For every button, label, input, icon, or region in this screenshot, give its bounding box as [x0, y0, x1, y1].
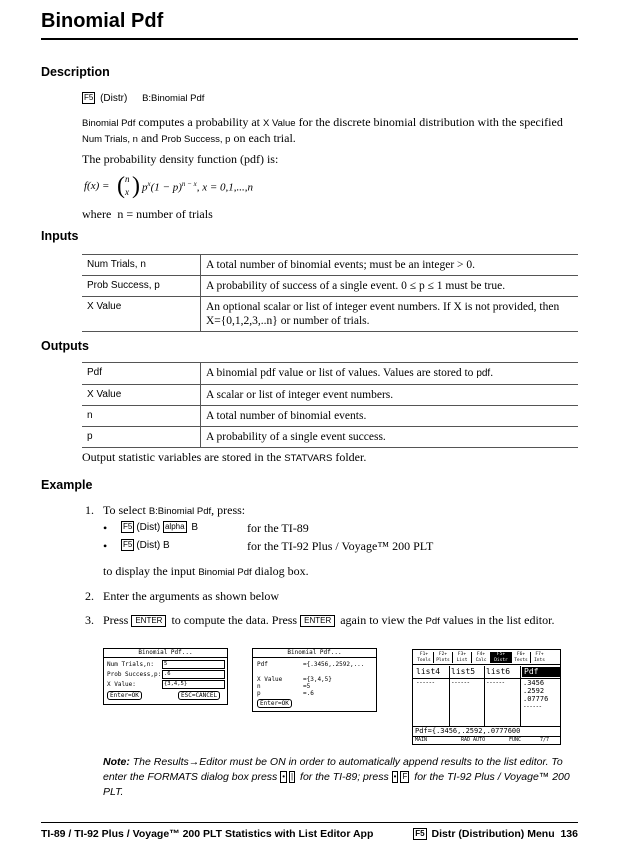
column-list6[interactable]: list6 — [486, 667, 511, 676]
ti89-label: for the TI-89 — [247, 521, 309, 535]
esc-cancel-button[interactable]: ESC=CANCEL — [178, 691, 220, 700]
screen-input-dialog — [103, 648, 228, 705]
enter-ok-button[interactable]: Enter=OK — [257, 699, 292, 708]
screen-results-dialog — [252, 648, 377, 712]
f-key-icon: F — [402, 772, 408, 782]
toolbar-f3-list[interactable]: F3+ List — [453, 652, 472, 663]
x-value-label: X Value — [257, 676, 283, 683]
pdf-formula: f(x) = ( n x ) $p^x(1 - p)^{n - x}$, x = 0,1,...,n — [84, 173, 254, 199]
toolbar-f7-ints[interactable]: F7+ Ints — [534, 652, 545, 663]
inputs-table — [82, 254, 578, 332]
x-value-value: ={3,4,5} — [303, 676, 332, 683]
note-paragraph: Note: The Results→Editor must be ON in order to automatically append results to the list editor. To enter the FORMATS dialog box press • | for the TI-89; press • F for the TI-92 Plus / Voyage™ 200 PLT. — [103, 756, 570, 798]
outputs-heading: Outputs — [41, 339, 89, 353]
ti92-label: for the TI-92 Plus / Voyage™ 200 PLT — [247, 539, 434, 553]
x-value-input[interactable]: {3,4,5} — [162, 680, 225, 689]
alpha-key-icon: alpha — [164, 522, 185, 532]
footer-left: TI-89 / TI-92 Plus / Voyage™ 200 PLT Statistics with List Editor App — [41, 828, 374, 840]
column-list5[interactable]: list5 — [451, 667, 476, 676]
num-trials-input[interactable]: 5 — [162, 660, 225, 669]
table-row: n A total number of binomial events. — [82, 406, 578, 427]
table-row: Pdf A binomial pdf value or list of values. Values are stored to pdf. — [82, 363, 578, 385]
toolbar-divider — [413, 664, 560, 665]
outputs-table — [82, 362, 578, 448]
step-1-after: to display the input Binomial Pdf dialog box. — [103, 564, 309, 578]
menu-name: (Distr) — [100, 93, 128, 104]
prob-success-label: Prob Success,p: — [107, 671, 162, 678]
step-1-number: 1. — [85, 503, 94, 517]
n-value: =5 — [303, 683, 311, 690]
where-line: where n = number of trials — [82, 207, 213, 221]
toolbar-f6-tests[interactable]: F6+ Tests — [512, 652, 531, 663]
status-main: MAIN — [415, 737, 428, 743]
diamond-key-icon: • — [282, 772, 286, 782]
step-3-number: 3. — [85, 613, 94, 627]
f5-key-icon: F5 — [415, 829, 425, 839]
table-row: Num Trials, n A total number of binomial events; must be an integer > 0. — [82, 255, 578, 276]
p-label: p — [257, 690, 261, 697]
example-heading: Example — [41, 478, 93, 492]
step-2-number: 2. — [85, 589, 94, 603]
footer-divider — [41, 822, 578, 823]
pdf-value: ={.3456,.2592,... — [303, 661, 365, 668]
enter-key-icon: ENTER — [131, 615, 166, 627]
footer — [41, 828, 578, 840]
dialog-title: Binomial Pdf... — [253, 649, 376, 658]
page-title: Binomial Pdf — [41, 10, 164, 32]
list-item[interactable]: .2592 — [523, 687, 545, 695]
step-2-text: Enter the arguments as shown below — [103, 589, 280, 603]
table-row: X Value A scalar or list of integer event numbers. — [82, 385, 578, 406]
inputs-heading: Inputs — [41, 229, 79, 243]
p-value: =.6 — [303, 690, 314, 697]
binomial-pdf-dialog — [103, 648, 228, 705]
toolbar-f5-distr[interactable]: F5+ Distr — [491, 652, 512, 663]
menu-path — [82, 91, 582, 106]
status-count: 7/7 — [540, 737, 550, 743]
n-label: n — [257, 683, 261, 690]
bar-key-icon: | — [291, 772, 294, 782]
x-value-label: X Value: — [107, 681, 136, 688]
f5-key-icon: F5 — [123, 522, 133, 532]
list-item[interactable]: .07776 — [523, 695, 549, 703]
status-mode: RAD AUTO — [461, 737, 486, 743]
num-trials-label: Num Trials,n: — [107, 661, 154, 668]
status-func: FUNC — [509, 737, 522, 743]
column-list4[interactable]: list4 — [416, 667, 441, 676]
pdf-label: Pdf — [257, 661, 268, 668]
pdf-intro: The probability density function (pdf) is: — [82, 152, 279, 166]
description-paragraph: Binomial Pdf computes a probability at X Value for the discrete binomial distribution with the specified Num Trials, n and Prob Success, p on each trial. — [82, 115, 563, 145]
keys-ti92: F5 (Dist) B — [123, 540, 170, 551]
f5-key-icon: F5 — [123, 540, 133, 550]
bullet-dot: • — [103, 521, 108, 535]
pdf-values: .3456 .2592 .07776 ------ — [523, 679, 549, 710]
footer-right: F5 Distr (Distribution) Menu 136 — [415, 828, 578, 840]
step-1-text: To select B:Binomial Pdf, press: — [103, 503, 246, 517]
entry-line[interactable]: Pdf={.3456,.2592,.0777600 — [415, 727, 521, 735]
bullet-dot: • — [103, 539, 108, 553]
f5-key-icon: F5 — [84, 93, 94, 103]
step-3-text: Press ENTER to compute the data. Press ENTER again to view the Pdf values in the list editor. — [103, 613, 555, 627]
keys-ti89: F5 (Dist) alpha B — [123, 522, 198, 533]
diamond-key-icon: • — [393, 772, 397, 782]
enter-key-icon: ENTER — [300, 615, 335, 627]
table-row: Prob Success, p A probability of success of a single event. 0 ≤ p ≤ 1 must be true. — [82, 276, 578, 297]
toolbar-f4-calc[interactable]: F4+ Calc — [472, 652, 491, 663]
page-number: 136 — [560, 828, 578, 840]
list-item[interactable]: .3456 — [523, 679, 545, 687]
description-heading: Description — [41, 65, 110, 79]
screen-list-editor: F1+ Tools F2+ Plots F3+ List F4+ Calc F5+ Distr F6+ Tests F7+ Ints list4 list5 list6 Pdf ------ ------ ------ .3456 .2592 .07776 ------ Pdf={.3456,.2592,.0777600 MAIN RAD AUTO FUNC 7/7 — [412, 649, 561, 745]
menu-item: B:Binomial Pdf — [142, 93, 205, 104]
statvars-note: Output statistic variables are stored in the STATVARS folder. — [82, 450, 367, 464]
enter-ok-button[interactable]: Enter=OK — [107, 691, 142, 700]
binomial-pdf-results — [252, 648, 377, 712]
toolbar-f2-plots[interactable]: F2+ Plots — [434, 652, 453, 663]
column-pdf[interactable]: Pdf — [522, 667, 560, 677]
toolbar-f1-tools[interactable]: F1+ Tools — [415, 652, 434, 663]
table-row: p A probability of a single event success. — [82, 427, 578, 448]
dialog-title: Binomial Pdf... — [104, 649, 227, 658]
prob-success-input[interactable]: .6 — [162, 670, 225, 679]
table-row: X Value An optional scalar or list of integer event numbers. If X is not provided, then X={0,1,2,3,..n} or number of trials. — [82, 297, 578, 332]
title-divider — [41, 38, 578, 40]
